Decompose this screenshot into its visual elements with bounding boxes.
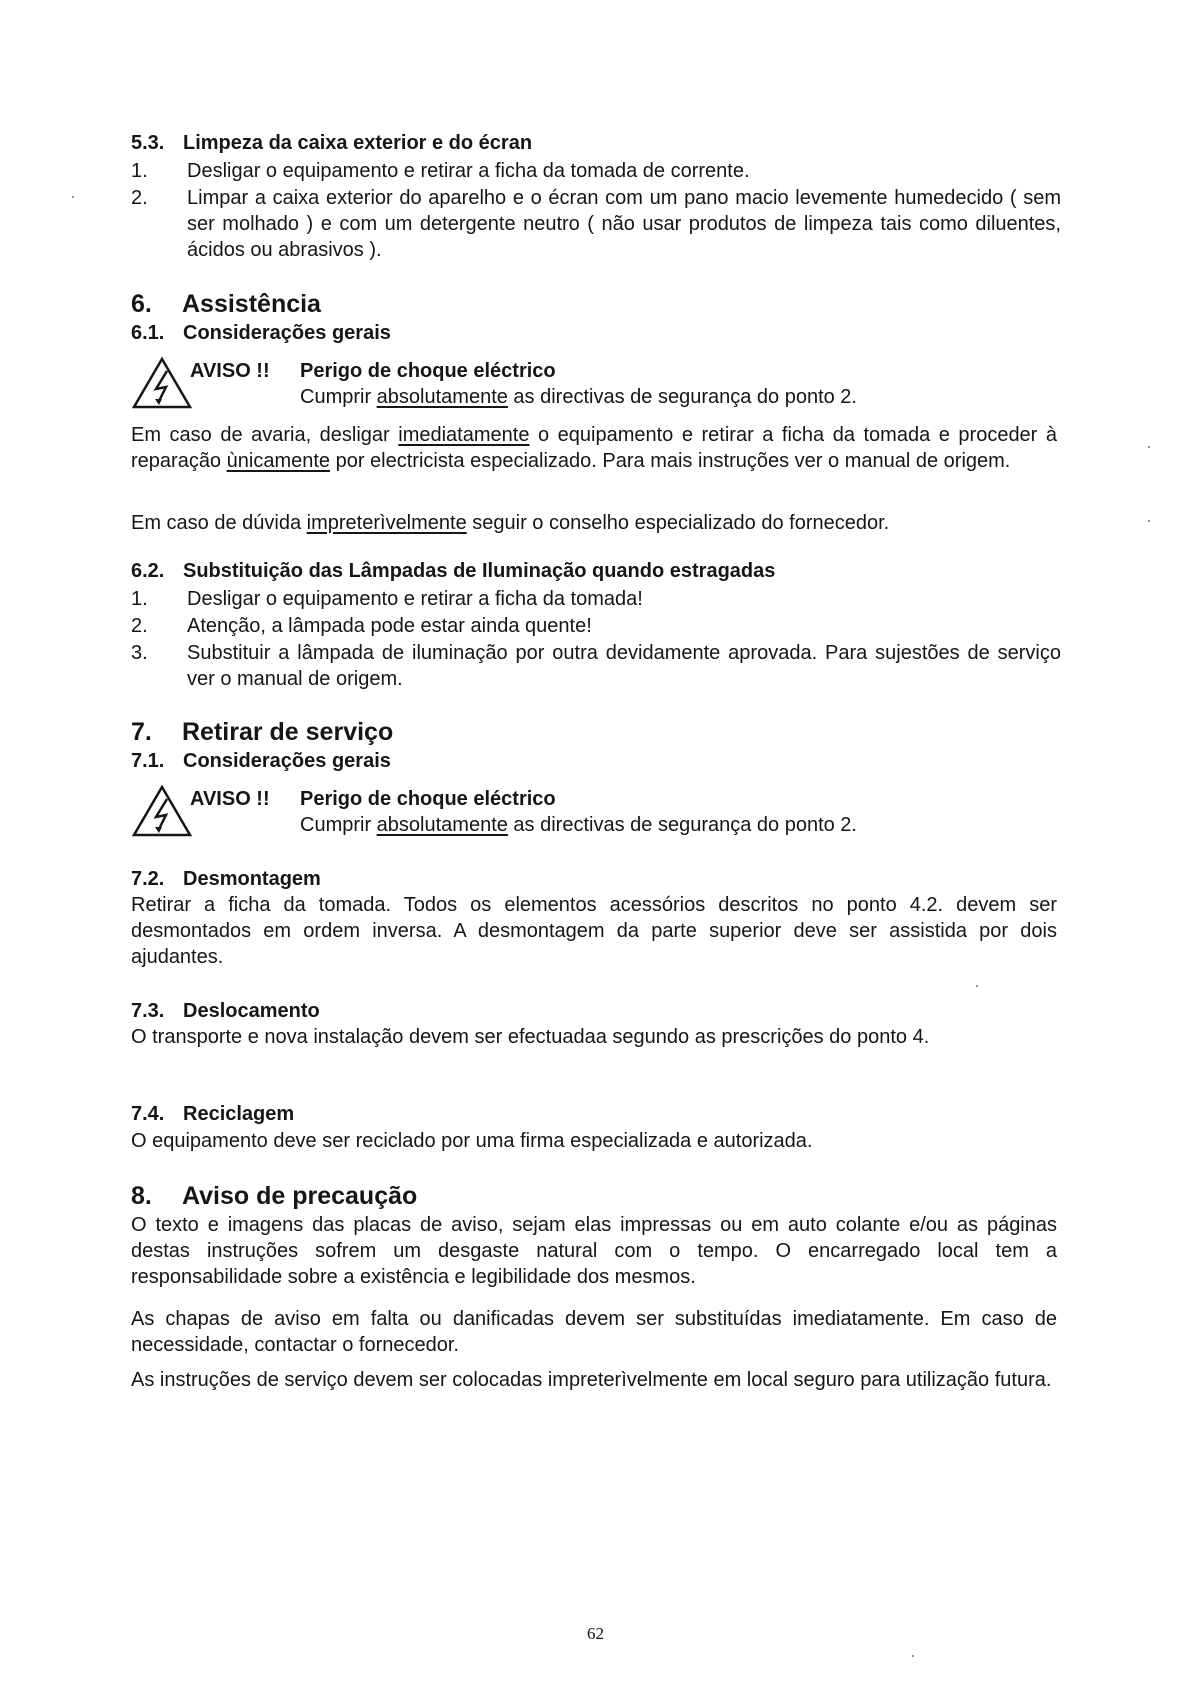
warning-text: Cumprir absolutamente as directivas de segurança do ponto 2. (300, 814, 857, 836)
electric-shock-warning-icon (131, 784, 193, 838)
page-number: 62 (587, 1624, 604, 1643)
scan-speck (1148, 446, 1150, 448)
paragraph-doubt: Em caso de dúvida impreterìvelmente seguir o conselho especializado do fornecedor. (131, 512, 890, 534)
section-7-heading: 7. Retirar de serviço (131, 718, 394, 746)
scan-speck (976, 985, 978, 987)
scan-speck (1148, 520, 1150, 522)
section-5-3-heading: 5.3. Limpeza da caixa exterior e do écran (131, 132, 533, 154)
scan-speck (912, 1655, 914, 1657)
list-item: 2. Limpar a caixa exterior do aparelho e o écran com um pano macio levemente humedecido ( sem ser molhado ) e com um detergente neutro ( não usar produtos de limpeza tais como diluentes, ácidos ou abrasivos ). (131, 187, 1061, 261)
section-6-heading: 6. Assistência (131, 290, 321, 318)
paragraph-failure: Em caso de avaria, desligar imediatamente o equipamento e retirar a ficha da tomada e proceder à reparação ùnicamente por electricista especializado. Para mais instruções ver o manual de origem. (131, 424, 1058, 472)
paragraph-instructions: As instruções de serviço devem ser colocadas impreterìvelmente em local seguro para utilização futura. (131, 1369, 1052, 1391)
warning-text: Cumprir absolutamente as directivas de segurança do ponto 2. (300, 386, 857, 408)
paragraph-signs: O texto e imagens das placas de aviso, sejam elas impressas ou em auto colante e/ou as páginas destas instruções sofrem um desgaste natural com o tempo. O encarregado local tem a responsabilidade sobre a existência e legibilidade dos mesmos. (131, 1214, 1057, 1288)
electric-shock-warning-icon (131, 356, 193, 410)
list-item: 2. Atenção, a lâmpada pode estar ainda quente! (131, 615, 592, 637)
paragraph-relocation: O transporte e nova instalação devem ser efectuadaa segundo as prescrições do ponto 4. (131, 1026, 930, 1048)
paragraph-dismantling: Retirar a ficha da tomada. Todos os elementos acessórios descritos no ponto 4.2. devem ser desmontados em ordem inversa. A desmontagem da parte superior deve ser assistida por dois ajudantes. (131, 894, 1057, 968)
section-8-heading: 8. Aviso de precaução (131, 1182, 418, 1210)
list-item: 3. Substituir a lâmpada de iluminação por outra devidamente aprovada. Para sujestões de serviço ver o manual de origem. (131, 642, 1061, 690)
section-7-4-heading: 7.4. Reciclagem (131, 1103, 295, 1125)
section-7-1-heading: 7.1. Considerações gerais (131, 750, 391, 772)
paragraph-plates: As chapas de aviso em falta ou danificadas devem ser substituídas imediatamente. Em caso de necessidade, contactar o fornecedor. (131, 1308, 1057, 1356)
warning-heading: AVISO !! Perigo de choque eléctrico (190, 360, 556, 382)
warning-heading: AVISO !! Perigo de choque eléctrico (190, 788, 556, 810)
list-item: 1. Desligar o equipamento e retirar a ficha da tomada! (131, 588, 643, 610)
list-item: 1. Desligar o equipamento e retirar a ficha da tomada de corrente. (131, 160, 750, 182)
section-7-3-heading: 7.3. Deslocamento (131, 1000, 320, 1022)
paragraph-recycling: O equipamento deve ser reciclado por uma firma especializada e autorizada. (131, 1130, 813, 1152)
section-7-2-heading: 7.2. Desmontagem (131, 868, 321, 890)
section-6-1-heading: 6.1. Considerações gerais (131, 322, 391, 344)
scan-speck (72, 196, 74, 198)
section-6-2-heading: 6.2. Substituição das Lâmpadas de Iluminação quando estragadas (131, 560, 776, 582)
